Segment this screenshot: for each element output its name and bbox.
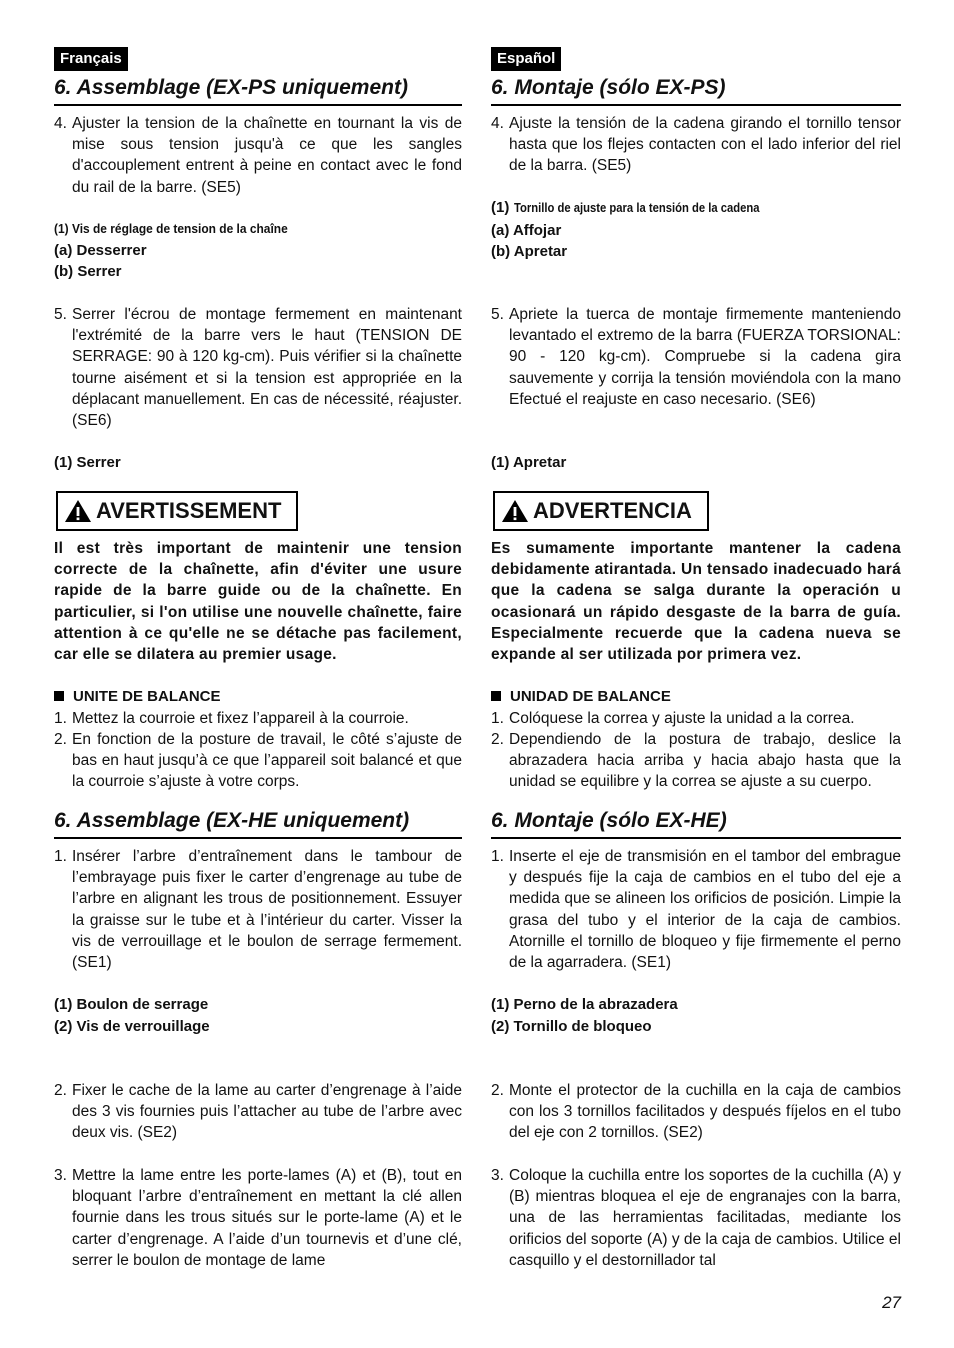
step-4: 4. Ajuster la tension de la chaînette en tournant la vis de mise sous tension jusqu'à ce que les sangles d'accouplement entrent à peine en contact avec le fond du rail de la barre. (SE5) xyxy=(54,113,462,198)
label-1-number: (1) xyxy=(491,199,510,216)
he-step-1: 1. Insérer l’arbre d’entraînement dans le tambour de l’embrayage puis fixer le carter d’engrenage au tube de l’arbre en alignant les trous de positionnement. Essuyer la graisse sur le tube et à l’intérieur du carter. Visser la vis de verrouillage et le boulon de serrage fermement. (SE1) xyxy=(54,846,462,973)
he-step-3-text: Mettre la lame entre les porte-lames (A) et (B), tout en bloquant l’arbre d’entraînement en mettant la clé allen fournie dans les trous situés sur le porte-lame (A) et le carter d’engrenage. A l’aide d’un tournevis et d’une clé, serrer le boulon de montage de lame xyxy=(72,1167,462,1269)
warning-triangle-icon xyxy=(64,499,92,523)
label-1: (1) Vis de réglage de tension de la chaîne xyxy=(54,221,288,236)
he-step-2-text: Fixer le cache de la lame au carter d’engrenage à l’aide des 3 vis fournies puis l’attacher au tube de l’arbre avec deux vis. (SE2) xyxy=(72,1082,462,1142)
label-b: (b) Apretar xyxy=(491,243,568,260)
balance-section: UNITE DE BALANCE 1. Mettez la courroie et fixez l’appareil à la courroie. 2. En fonction de la posture de travail, le côté s’ajuste de bas en haut jusqu’à ce que l’appareil soit balancé et que la courroie s’ajuste à votre corps. xyxy=(54,686,462,792)
label-1-apretar: (1) Apretar xyxy=(491,454,567,471)
warning-title: ADVERTENCIA xyxy=(533,498,692,523)
warning-title: AVERTISSEMENT xyxy=(96,498,282,523)
label-1-perno: (1) Perno de la abrazadera xyxy=(491,996,678,1013)
warning-box xyxy=(56,491,298,531)
step-5: 5. Serrer l'écrou de montage fermement en maintenant l'extrémité de la barre vers le haut (TENSION DE SERRAGE: 90 à 120 kg-cm). Puis vérifier si la chaînette tourne aisément et si la tension est appropriée en la déplacant manuellement. En cas de nécessité, réajuster. (SE6) xyxy=(54,304,462,431)
he-step-3-text: Coloque la cuchilla entre los soportes de la cuchilla (A) y (B) mientras bloquea el eje de engranajes con la barra, una de las herramientas facilitadas, mediante los orificios del soporte (A) y de la caja de cambios. Utilice el casquillo y el destornillador tal xyxy=(509,1167,901,1269)
balance-step-2: En fonction de la posture de travail, le côté s’ajuste de bas en haut jusqu’à ce que l’appareil soit balancé et que la courroie s’ajuste à votre corps. xyxy=(72,730,462,791)
balance-heading: UNIDAD DE BALANCE xyxy=(510,688,671,705)
step-4-text: Ajuster la tension de la chaînette en tournant la vis de mise sous tension jusqu'à ce que les sangles d'accouplement entrent à peine en contact avec le fond du rail de la barre. (SE5) xyxy=(72,115,462,196)
he-step-1-text: Inserte el eje de transmisión en el tambor del embrague y después fije la caja de cambios en el tubo del eje a medida que se alineen los orificios de posición. Limpie la grasa del tubo y el interior de la caja de cambios. Atornille el tornillo de bloqueo y fije firmemente el perno de la agarradera. (SE1) xyxy=(509,848,901,972)
step-5-text: Serrer l'écrou de montage fermement en maintenant l'extrémité de la barre vers le haut (TENSION DE SERRAGE: 90 à 120 kg-cm). Puis vérifier si la chaînette tourne aisément et si la tension est appropriée en la déplacant manuellement. En cas de nécessité, réajuster. (SE6) xyxy=(72,306,462,430)
label-2-vis: (2) Vis de verrouillage xyxy=(54,1017,210,1035)
warning-triangle-icon xyxy=(501,499,529,523)
he-step-1-labels xyxy=(491,994,901,1037)
balance-step-1: Colóquese la correa y ajuste la unidad a la correa. xyxy=(509,709,855,727)
step-5-text: Apriete la tuerca de montaje firmemente manteniendo levantado el extremo de la barra (FUERZA TORSIONAL: 90 - 120 kg-cm). Compruebe si la cadena gira sauvemente y corrija la tensión moviéndola con la mano Efectué el reajuste en caso necesario. (SE6) xyxy=(509,306,901,408)
section-title-ex-ps: 6. Assemblage (EX-PS uniquement) xyxy=(54,75,462,106)
square-bullet-icon xyxy=(54,691,64,701)
step-4-labels xyxy=(491,197,901,263)
he-step-1-labels xyxy=(54,994,462,1037)
warning-text: Es sumamente importante mantener la cadena debidamente atirantada. Un tensado inadecuado hará que la cadena se salga durante la operación u ocasionará un rápido desgaste de la barra de guía. Especialmente recuerde que la cadena nueva se expande al ser utilizada por primera vez. xyxy=(491,540,901,664)
page-number: 27 xyxy=(882,1293,901,1312)
step-4: 4. Ajuste la tensión de la cadena girando el tornillo tensor hasta que los flejes contacten con el lado inferior del riel de la barra. (SE5) xyxy=(491,113,901,177)
step-4-text: Ajuste la tensión de la cadena girando el tornillo tensor hasta que los flejes contacten con el lado inferior del riel de la barra. (SE5) xyxy=(509,115,901,175)
label-a: (a) Affojar xyxy=(491,221,562,239)
he-step-2: 2. Fixer le cache de la lame au carter d’engrenage à l’aide des 3 vis fournies puis l’attacher au tube de l’arbre avec deux vis. (SE2) xyxy=(54,1080,462,1144)
balance-step-1: Mettez la courroie et fixez l’appareil à la courroie. xyxy=(72,709,409,727)
step-5-label xyxy=(491,452,901,474)
he-step-2-text: Monte el protector de la cuchilla en la caja de cambios con los 3 tornillos facilitados y después fíjelos en el tubo del eje con 2 tornillos. (SE2) xyxy=(509,1082,901,1142)
he-step-1: 1. Inserte el eje de transmisión en el tambor del embrague y después fije la caja de cambios en el tubo del eje a medida que se alineen los orificios de posición. Limpie la grasa del tubo y el interior de la caja de cambios. Atornille el tornillo de bloqueo y fije firmemente el perno de la agarradera. (SE1) xyxy=(491,846,901,973)
language-tag-french: Français xyxy=(54,47,128,71)
section-title-ex-ps: 6. Montaje (sólo EX-PS) xyxy=(491,75,901,106)
step-4-labels xyxy=(54,218,462,283)
label-1-serrer: (1) Serrer xyxy=(54,454,121,471)
balance-section: UNIDAD DE BALANCE 1. Colóquese la correa y ajuste la unidad a la correa. 2. Dependiendo de la postura de trabajo, deslice la abrazadera hacia arriba y hacia abajo hasta que la unidad se equilibre y la correa se ajuste a su cuerpo. xyxy=(491,686,901,792)
he-step-2: 2. Monte el protector de la cuchilla en la caja de cambios con los 3 tornillos facilitados y después fíjelos en el tubo del eje con 2 tornillos. (SE2) xyxy=(491,1080,901,1144)
step-5-label xyxy=(54,452,462,474)
label-b: (b) Serrer xyxy=(54,263,122,280)
he-step-3: 3. Coloque la cuchilla entre los soportes de la cuchilla (A) y (B) mientras bloquea el eje de engranajes con la barra, una de las herramientas facilitadas, mediante los orificios del soporte (A) y de la caja de cambios. Utilice el casquillo y el destornillador tal xyxy=(491,1165,901,1271)
label-1-boulon: (1) Boulon de serrage xyxy=(54,996,209,1013)
label-1-text: Tornillo de ajuste para la tensión de la cadena xyxy=(513,201,760,215)
warning-box xyxy=(493,491,709,531)
warning-text: Il est très important de maintenir une tension correcte de la chaînette, afin d'éviter une usure rapide de la barre guide ou de la chaînette. En particulier, si l'on utilise une nouvelle chaînette, faire attention à ce qu'elle ne se détache pas facilement, car elle se dilatera au premier usage. xyxy=(54,540,462,664)
section-title-ex-he: 6. Assemblage (EX-HE uniquement) xyxy=(54,808,462,839)
square-bullet-icon xyxy=(491,691,501,701)
label-2-tornillo: (2) Tornillo de bloqueo xyxy=(491,1017,652,1035)
balance-heading: UNITE DE BALANCE xyxy=(73,688,221,705)
label-a: (a) Desserrer xyxy=(54,241,147,259)
section-title-ex-he: 6. Montaje (sólo EX-HE) xyxy=(491,808,901,839)
he-step-3: 3. Mettre la lame entre les porte-lames (A) et (B), tout en bloquant l’arbre d’entraînement en mettant la clé allen fournie dans les trous situés sur le porte-lame (A) et le carter d’engrenage. A l’aide d’un tournevis et d’une clé, serrer le boulon de montage de lame xyxy=(54,1165,462,1271)
he-step-1-text: Insérer l’arbre d’entraînement dans le tambour de l’embrayage puis fixer le carter d’engrenage au tube de l’arbre en alignant les trous de positionnement. Essuyer la graisse sur le tube et à l’intérieur du carter. Visser la vis de verrouillage et le boulon de serrage fermement. (SE1) xyxy=(72,848,462,972)
step-5: 5. Apriete la tuerca de montaje firmemente manteniendo levantado el extremo de la barra (FUERZA TORSIONAL: 90 - 120 kg-cm). Compruebe si la cadena gira sauvemente y corrija la tensión moviéndola con la mano Efectué el reajuste en caso necesario. (SE6) xyxy=(491,304,901,410)
balance-step-2: Dependiendo de la postura de trabajo, deslice la abrazadera hacia arriba y hacia abajo hasta que la unidad se equilibre y la correa se ajuste a su cuerpo. xyxy=(509,730,901,791)
language-tag-spanish: Español xyxy=(491,47,561,71)
